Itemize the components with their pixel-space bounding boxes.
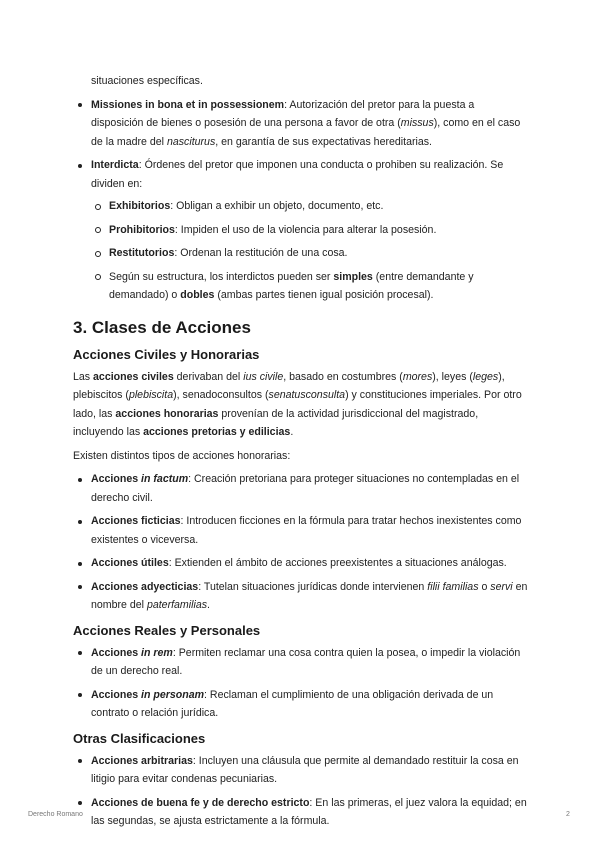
list-item: Acciones adyecticias: Tutelan situaciones jurídicas donde intervienen filii familias o servi en nombre del paterfamilias. (73, 578, 528, 615)
list-item-missiones: Missiones in bona et in possessionem: Autorización del pretor para la puesta a disposición de bienes o posesión de una persona a favor de otra (missus), como en el caso de la madre del nasciturus, en garantía de sus expectativas hereditarias. (73, 96, 528, 152)
list-item: Acciones útiles: Extienden el ámbito de acciones preexistentes a situaciones análogas. (73, 554, 528, 573)
top-bullet-list (73, 72, 528, 305)
sublist-item: Restitutorios: Ordenan la restitución de una cosa. (91, 244, 528, 263)
sublist-item: Exhibitorios: Obligan a exhibir un objeto, documento, etc. (91, 197, 528, 216)
page-content (73, 72, 528, 836)
paragraph-civiles: Las acciones civiles derivaban del ius civile, basado en costumbres (mores), leyes (leges), plebiscitos (plebiscita), senadoconsultos (senatusconsulta) y constituciones imperiales. Por otro lado, las acciones honorarias provenían de la actividad jurisdiccional del magistrado, incluyendo las acciones pretorias y edilicias. (73, 370, 522, 438)
term: Missiones in bona et in possessionem (91, 98, 285, 111)
list-item: Acciones in factum: Creación pretoriana para proteger situaciones no contempladas en el derecho civil. (73, 470, 528, 507)
page-number: 2 (566, 811, 570, 818)
list-item-interdicta: Interdicta: Órdenes del pretor que imponen una conducta o prohiben su realización. Se dividen en: Exhibitorios: Obligan a exhibir un objeto, documento, etc. Prohibitorios: Impiden el uso de la violencia para alterar la posesión. Restitutorios: Ordenan la restitución de una cosa. Según su estructura, los interdictos pueden ser simples (entre demandante y demandado) o dobles (ambas partes tienen igual posición procesal). (73, 156, 528, 305)
list-item: Acciones ficticias: Introducen ficciones en la fórmula para tratar hechos inexistentes como existentes o viceversa. (73, 512, 528, 549)
paragraph-tipos: Existen distintos tipos de acciones honorarias: (73, 449, 291, 462)
subsection-heading-otras: Otras Clasificaciones (73, 730, 206, 746)
section-title: 3. Clases de Acciones (73, 317, 251, 337)
subsection-heading-civiles: Acciones Civiles y Honorarias (73, 346, 260, 362)
interdicta-sublist (91, 197, 528, 305)
list-item: Acciones arbitrarias: Incluyen una cláusula que permite al demandado restituir la cosa en litigio para evitar condenas pecuniarias. (73, 752, 528, 789)
list-item: Acciones de buena fe y de derecho estricto: En las primeras, el juez valora la equidad; en las segundas, se ajusta estrictamente a la fórmula. (73, 794, 528, 831)
honorarias-list (73, 470, 528, 615)
sublist-item-structure: Según su estructura, los interdictos pueden ser simples (entre demandante y demandado) o dobles (ambas partes tienen igual posición procesal). (91, 268, 528, 305)
list-item-continuation: situaciones específicas. (91, 75, 203, 87)
otras-list (73, 752, 528, 831)
subsection-heading-reales: Acciones Reales y Personales (73, 622, 261, 638)
list-item: Acciones in personam: Reclaman el cumplimiento de una obligación derivada de un contrato o relación jurídica. (73, 686, 528, 723)
sublist-item: Prohibitorios: Impiden el uso de la violencia para alterar la posesión. (91, 221, 528, 240)
footer-title: Derecho Romano (28, 811, 83, 818)
term: Interdicta (91, 159, 139, 171)
list-item: Acciones in rem: Permiten reclamar una cosa contra quien la posea, o impedir la violación de un derecho real. (73, 644, 528, 681)
reales-list (73, 644, 528, 723)
